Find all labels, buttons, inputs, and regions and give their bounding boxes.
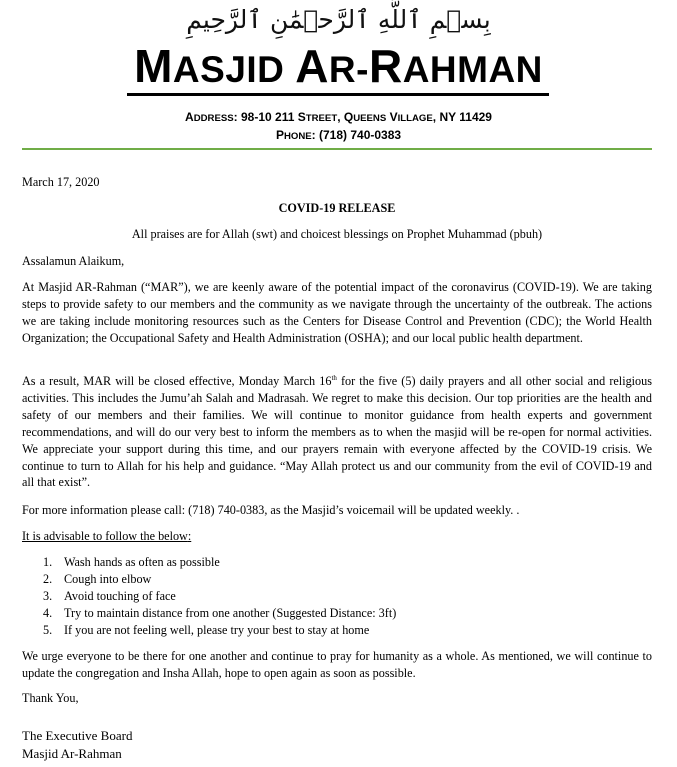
address-village: V <box>386 110 398 124</box>
bismillah-calligraphy: بِسۡمِ ٱللَّهِ ٱلرَّحۡمَٰنِ ٱلرَّحِيمِ <box>186 5 491 34</box>
header-divider <box>22 148 652 150</box>
paragraph-contact: For more information please call: (718) 740-0383, as the Masjid’s voicemail will be updated weekly. . <box>22 503 520 517</box>
advice-list <box>0 554 677 638</box>
address-label-sc: DDRESS <box>193 113 234 124</box>
address-city-pre: , Q <box>337 110 354 124</box>
paragraph-closing: We urge everyone to be there for one another and continue to pray for humanity as a whole. As mentioned, we will continue to update the congregation and Insha Allah, hope to open again as soon as possible. <box>22 649 652 680</box>
advisable-colon: : <box>187 529 192 543</box>
list-item <box>0 622 677 639</box>
paragraph-closure <box>22 373 652 491</box>
address-village-sc: ILLAGE <box>397 113 433 124</box>
release-title: COVID-19 RELEASE <box>278 201 396 215</box>
list-number: 5. <box>43 622 53 637</box>
phone-value: : (718) 740-0383 <box>311 128 402 142</box>
address-tail: , NY 11429 <box>432 110 492 124</box>
list-number: 3. <box>43 588 53 603</box>
phone-line <box>0 127 677 145</box>
title-letter-r: R <box>368 40 403 92</box>
thanks-line: Thank You, <box>22 691 79 705</box>
address-label-cap: A <box>185 110 194 124</box>
signature-masjid: Masjid Ar-Rahman <box>22 746 122 761</box>
letter-date: March 17, 2020 <box>22 175 100 189</box>
title-word-r: R- <box>328 49 369 90</box>
address-value: : 98-10 211 S <box>233 110 306 124</box>
list-text: Wash hands as often as possible <box>64 555 220 569</box>
advisable-heading <box>22 528 652 545</box>
list-item <box>0 554 677 571</box>
paragraph-awareness: At Masjid AR-Rahman (“MAR”), we are keenly aware of the potential impact of the coronavirus (COVID-19). We are taking steps to provide safety to our members and the community as we navigate through the uncertainty of the outbreak. The actions we are taking include monitoring resources such as the Centers for Disease Control and Prevention (CDC); the World Health Organization; the Occupational Safety and Health Administration (OSHA); and our local public health department. <box>22 280 652 345</box>
phone-label-cap: P <box>275 128 284 142</box>
list-text: Avoid touching of face <box>64 588 176 603</box>
address-line <box>0 109 677 127</box>
list-item <box>0 605 677 622</box>
signature-board: The Executive Board <box>22 728 133 743</box>
list-number: 4. <box>43 605 53 620</box>
closure-text-rest: for the five (5) daily prayers and all other social and religious activities. This includes the Jumu’ah Salah and Madrasah. We regret to make this decision. Our top priorities are the health and safety of our members and their families. We will continue to monitor guidance from health experts and government recommendations, and will do our very best to inform the members as to when the masjid will be re-open for normal activities. We appreciate your support during this time, and our prayers remain with everyone affected by the COVID-19 crisis. We continue to turn to Allah for his help and guidance. “May Allah protect us and our community from the evil of COVID-19 and all that exist”. <box>22 374 652 490</box>
advisable-text: It is advisable to follow the below <box>22 529 188 543</box>
address-city-sc: UEENS <box>353 113 387 124</box>
title-letter-m: M <box>134 40 173 92</box>
list-text: If you are not feeling well, please try your best to stay at home <box>64 622 370 637</box>
phone-label-sc: HONE <box>283 131 312 142</box>
ordinal-suffix: th <box>331 373 337 382</box>
address-street-sc: TREET <box>305 113 338 124</box>
list-item <box>0 588 677 605</box>
title-word-ahman: AHMAN <box>402 49 543 90</box>
list-text: Try to maintain distance from one another (Suggested Distance: 3ft) <box>64 605 397 620</box>
praise-line: All praises are for Allah (swt) and choicest blessings on Prophet Muhammad (pbuh) <box>131 227 543 241</box>
title-underline <box>127 93 549 96</box>
list-item <box>0 571 677 588</box>
title-word-asjid: ASJID <box>172 49 296 90</box>
closure-text-start: As a result, MAR will be closed effective, Monday March 16 <box>22 374 332 388</box>
list-text: Cough into elbow <box>64 571 152 586</box>
salutation: Assalamun Alaikum, <box>22 254 125 268</box>
list-number: 1. <box>43 555 53 569</box>
masjid-title <box>0 40 677 96</box>
title-letter-a: A <box>295 40 329 92</box>
list-number: 2. <box>43 571 53 586</box>
